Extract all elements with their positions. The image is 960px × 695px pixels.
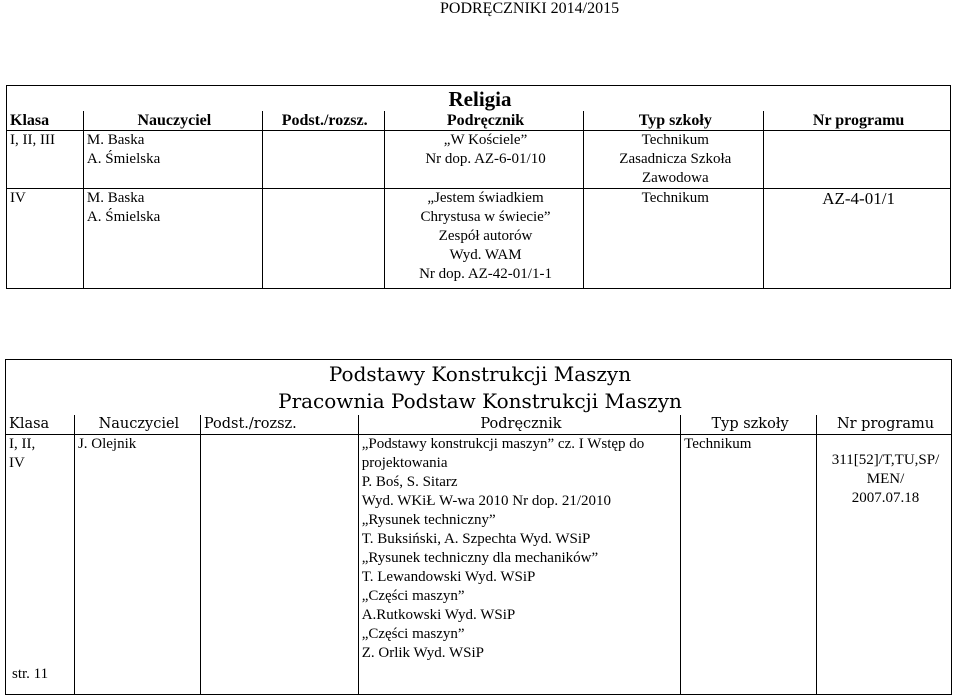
typ-cell <box>584 131 764 189</box>
book-line: „Rysunek techniczny” <box>361 512 496 528</box>
book-line: T. Lewandowski Wyd. WSiP <box>361 569 536 585</box>
book-line: „Części maszyn” <box>361 588 465 604</box>
pkm-title-line1: Podstawy Konstrukcji Maszyn <box>328 362 632 386</box>
school-type-line: Zawodowa <box>641 170 709 186</box>
book-line: Nr dop. AZ-6-01/10 <box>425 151 546 167</box>
typ-cell <box>584 189 764 289</box>
book-line: „Podstawy konstrukcji maszyn” cz. I Wstęp do <box>361 436 645 452</box>
teacher-line: M. Baska <box>86 190 145 206</box>
book-line: T. Buksiński, A. Szpechta Wyd. WSiP <box>361 531 591 547</box>
col-klasa: Klasa <box>7 111 84 131</box>
klasa-line: I, II, <box>9 436 36 452</box>
table-row <box>7 131 951 189</box>
page-header: PODRĘCZNIKI 2014/2015 <box>440 0 620 17</box>
nr-cell: AZ-4-01/1 <box>764 189 951 289</box>
col-nauczyciel: Nauczyciel <box>83 111 262 131</box>
nr-cell <box>764 131 951 189</box>
nr-cell <box>817 435 952 695</box>
book-line: „W Kościele” <box>443 132 528 148</box>
book-line: Nr dop. AZ-42-01/1-1 <box>419 266 552 282</box>
book-line: Wyd. WAM <box>449 247 522 263</box>
col-typ: Typ szkoły <box>584 111 764 131</box>
podst-cell <box>200 435 358 695</box>
book-line: projektowania <box>361 455 448 471</box>
col-podrecznik: Podręcznik <box>358 415 680 435</box>
typ-cell: Technikum <box>681 435 817 695</box>
col-nauczyciel: Nauczyciel <box>74 415 200 435</box>
religia-title: Religia <box>7 86 951 112</box>
teacher-line: M. Baska <box>86 132 145 148</box>
col-podst: Podst./rozsz. <box>200 415 358 435</box>
podst-cell <box>262 131 384 189</box>
book-line: Wyd. WKiŁ W-wa 2010 Nr dop. 21/2010 <box>361 493 612 509</box>
col-podst: Podst./rozsz. <box>262 111 384 131</box>
teacher-line: A. Śmielska <box>86 209 161 225</box>
nr-line: 311[52]/T,TU,SP/ <box>831 452 940 468</box>
nr-line: 2007.07.18 <box>851 490 920 506</box>
podrecznik-cell <box>384 131 584 189</box>
klasa-cell: IV <box>7 189 84 289</box>
nauczyciel-cell <box>83 131 262 189</box>
school-type-line: Technikum <box>641 190 709 206</box>
school-type-line: Zasadnicza Szkoła <box>619 151 732 167</box>
pkm-title-line2: Pracownia Podstaw Konstrukcji Maszyn <box>278 389 682 413</box>
table-row <box>6 435 952 695</box>
pkm-table <box>5 359 952 695</box>
book-line: P. Boś, S. Sitarz <box>361 474 458 490</box>
podrecznik-cell <box>358 435 680 695</box>
book-line: „Części maszyn” <box>361 626 465 642</box>
klasa-line: IV <box>9 455 25 471</box>
klasa-cell: I, II, III <box>7 131 84 189</box>
book-line: „Jestem świadkiem <box>427 190 544 206</box>
teacher-line: A. Śmielska <box>86 151 161 167</box>
book-line: Chrystusa w świecie” <box>420 209 551 225</box>
table-row <box>7 189 951 289</box>
podst-cell <box>262 189 384 289</box>
nauczyciel-cell: J. Olejnik <box>74 435 200 695</box>
book-line: Z. Orlik Wyd. WSiP <box>361 645 485 661</box>
col-nr: Nr programu <box>817 415 952 435</box>
nr-line: MEN/ <box>866 471 905 487</box>
school-type-line: Technikum <box>641 132 709 148</box>
page-number: str. 11 <box>12 666 49 682</box>
religia-table <box>6 85 951 289</box>
col-nr: Nr programu <box>764 111 951 131</box>
col-podrecznik: Podręcznik <box>384 111 584 131</box>
book-line: „Rysunek techniczny dla mechaników” <box>361 550 599 566</box>
podrecznik-cell <box>384 189 584 289</box>
col-klasa: Klasa <box>6 415 75 435</box>
col-typ: Typ szkoły <box>681 415 817 435</box>
book-line: A.Rutkowski Wyd. WSiP <box>361 607 516 623</box>
pkm-title <box>6 360 952 416</box>
klasa-cell <box>6 435 75 695</box>
nauczyciel-cell <box>83 189 262 289</box>
book-line: Zespół autorów <box>438 228 533 244</box>
